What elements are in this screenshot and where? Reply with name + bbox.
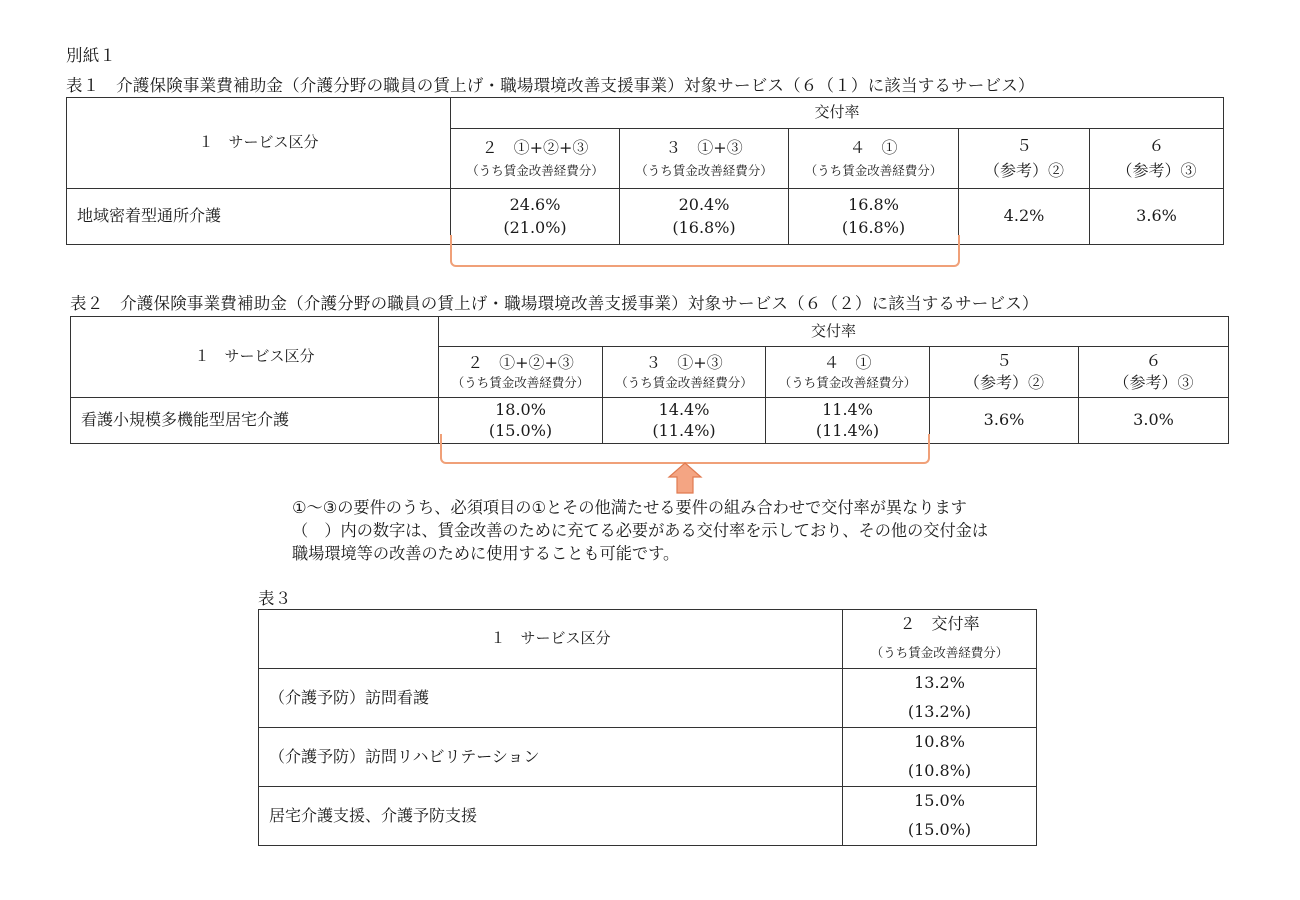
- table2-title: 表２ 介護保険事業費補助金（介護分野の職員の賃上げ・職場環境改善支援事業）対象サービス（６（２）に該当するサービス）: [70, 294, 1039, 313]
- table3-rate-sub-cell: (15.0%): [843, 816, 1037, 846]
- table3-rate-sub-cell: (10.8%): [843, 757, 1037, 787]
- table1: [66, 97, 1224, 245]
- table3-rate-sub-cell: (13.2%): [843, 698, 1037, 728]
- table1-service-name: 地域密着型通所介護: [67, 189, 451, 245]
- table3-rate-subheader: （うち賃金改善経費分）: [843, 639, 1037, 669]
- table1-rate-cell: 16.8% (16.8%): [789, 189, 959, 245]
- table1-col4-header: ４ ① （うち賃金改善経費分）: [789, 129, 959, 189]
- table3-service-header: １ サービス区分: [259, 610, 843, 669]
- table-row: [259, 728, 1037, 758]
- table1-rate-cell: 20.4% (16.8%): [620, 189, 789, 245]
- up-arrow-icon: [667, 462, 703, 494]
- table2-col3-header: ３ ①+③ （うち賃金改善経費分）: [603, 347, 766, 398]
- table1-rate-header: 交付率: [451, 98, 1224, 129]
- table3-rate-cell: 15.0%: [843, 787, 1037, 817]
- table-row: [259, 787, 1037, 817]
- table1-col3-header: ３ ①+③ （うち賃金改善経費分）: [620, 129, 789, 189]
- table2-rate-header: 交付率: [439, 317, 1229, 347]
- table3: [258, 609, 1037, 846]
- table-row: [259, 669, 1037, 699]
- table1-bracket: [450, 235, 960, 267]
- note-line-3: 職場環境等の改善のために使用することも可能です。: [292, 544, 680, 563]
- table2-rate-cell: 11.4% (11.4%): [766, 398, 930, 444]
- table2-service-header: １ サービス区分: [71, 317, 439, 398]
- table2-col6-header: ６ （参考）③: [1079, 347, 1229, 398]
- table1-col6-header: ６ （参考）③: [1090, 129, 1224, 189]
- table3-rate-cell: 13.2%: [843, 669, 1037, 699]
- table1-title: 表１ 介護保険事業費補助金（介護分野の職員の賃上げ・職場環境改善支援事業）対象サービス（６（１）に該当するサービス）: [66, 76, 1035, 95]
- table3-rate-cell: 10.8%: [843, 728, 1037, 758]
- table1-col5-header: ５ （参考）②: [959, 129, 1090, 189]
- table2-rate-cell: 18.0% (15.0%): [439, 398, 603, 444]
- table2-col5-header: ５ （参考）②: [930, 347, 1079, 398]
- table1-rate-cell: 4.2%: [959, 189, 1090, 245]
- table3-service-name: （介護予防）訪問リハビリテーション: [259, 728, 843, 787]
- table2-col4-header: ４ ① （うち賃金改善経費分）: [766, 347, 930, 398]
- table2-service-name: 看護小規模多機能型居宅介護: [71, 398, 439, 444]
- table1-rate-cell: 24.6% (21.0%): [451, 189, 620, 245]
- table1-service-header: １ サービス区分: [67, 98, 451, 189]
- table2-bracket: [440, 434, 930, 464]
- table3-service-name: （介護予防）訪問看護: [259, 669, 843, 728]
- table3-title: 表３: [258, 589, 292, 608]
- table2-col2-header: ２ ①+②+③ （うち賃金改善経費分）: [439, 347, 603, 398]
- table1-col2-header: ２ ①+②+③ （うち賃金改善経費分）: [451, 129, 620, 189]
- table2: [70, 316, 1229, 444]
- table2-rate-cell: 3.0%: [1079, 398, 1229, 444]
- note-line-1: ①～③の要件のうち、必須項目の①とその他満たせる要件の組み合わせで交付率が異なります: [292, 498, 967, 517]
- table3-rate-header: ２ 交付率: [843, 610, 1037, 640]
- table2-rate-cell: 3.6%: [930, 398, 1079, 444]
- table1-rate-cell: 3.6%: [1090, 189, 1224, 245]
- attachment-label: 別紙１: [66, 46, 117, 65]
- table3-service-name: 居宅介護支援、介護予防支援: [259, 787, 843, 846]
- note-line-2: （ ）内の数字は、賃金改善のために充てる必要がある交付率を示しており、その他の交付金は: [292, 521, 989, 540]
- table2-rate-cell: 14.4% (11.4%): [603, 398, 766, 444]
